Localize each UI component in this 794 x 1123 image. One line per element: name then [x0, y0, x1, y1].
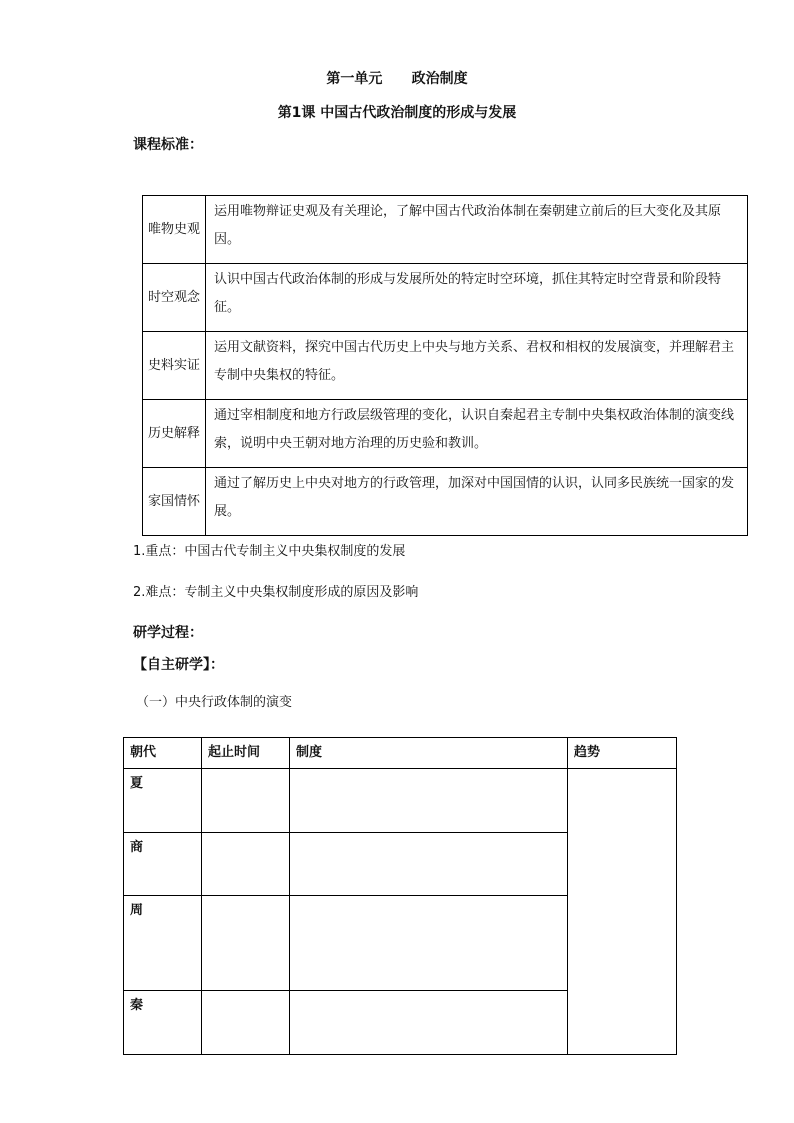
table-row [143, 468, 748, 536]
time-cell[interactable] [202, 896, 290, 991]
dynasty-cell: 秦 [124, 991, 202, 1055]
table-header-row [124, 738, 677, 769]
literacy-cell: 历史解释 [143, 400, 206, 468]
column-header: 朝代 [124, 738, 202, 769]
time-cell[interactable] [202, 833, 290, 896]
literacy-cell: 时空观念 [143, 264, 206, 332]
standard-description: 运用文献资料，探究中国古代历史上中央与地方关系、君权和相权的发展演变，并理解君主专制中央集权的特征。 [206, 332, 748, 400]
process-label: 研学过程： [133, 625, 203, 641]
standard-description: 认识中国古代政治体制的形成与发展所处的特定时空环境，抓住其特定时空背景和阶段特征。 [206, 264, 748, 332]
column-header: 制度 [290, 738, 568, 769]
system-cell[interactable] [290, 833, 568, 896]
dynasty-cell: 夏 [124, 769, 202, 833]
table-row [143, 264, 748, 332]
dynasty-cell: 周 [124, 896, 202, 991]
standard-description: 通过宰相制度和地方行政层级管理的变化，认识自秦起君主专制中央集权政治体制的演变线索，说明中央王朝对地方治理的历史验和教训。 [206, 400, 748, 468]
difficult-point: 2.难点：专制主义中央集权制度形成的原因及影响 [133, 585, 419, 600]
time-cell[interactable] [202, 991, 290, 1055]
dynasty-cell: 商 [124, 833, 202, 896]
system-cell[interactable] [290, 769, 568, 833]
dynasty-table [123, 737, 677, 1055]
time-cell[interactable] [202, 769, 290, 833]
literacy-cell: 唯物史观 [143, 196, 206, 264]
table-row [143, 400, 748, 468]
subsection-heading: （一）中央行政体制的演变 [136, 695, 293, 710]
literacy-cell: 家国情怀 [143, 468, 206, 536]
column-header: 趋势 [568, 738, 677, 769]
system-cell[interactable] [290, 896, 568, 991]
curriculum-label: 课程标准： [133, 137, 203, 153]
unit-title: 第一单元 政治制度 [326, 71, 468, 87]
table-row [143, 332, 748, 400]
lesson-title: 第1课 中国古代政治制度的形成与发展 [277, 105, 517, 121]
key-point: 1.重点：中国古代专制主义中央集权制度的发展 [133, 544, 406, 559]
table-row [143, 196, 748, 264]
trend-cell[interactable] [568, 769, 677, 1055]
column-header: 起止时间 [202, 738, 290, 769]
curriculum-standards-table [142, 195, 748, 536]
table-row [124, 769, 677, 833]
self-study-heading: 【自主研学】： [133, 657, 224, 673]
literacy-cell: 史料实证 [143, 332, 206, 400]
standard-description: 通过了解历史上中央对地方的行政管理，加深对中国国情的认识，认同多民族统一国家的发展。 [206, 468, 748, 536]
standard-description: 运用唯物辩证史观及有关理论，了解中国古代政治体制在秦朝建立前后的巨大变化及其原因。 [206, 196, 748, 264]
system-cell[interactable] [290, 991, 568, 1055]
